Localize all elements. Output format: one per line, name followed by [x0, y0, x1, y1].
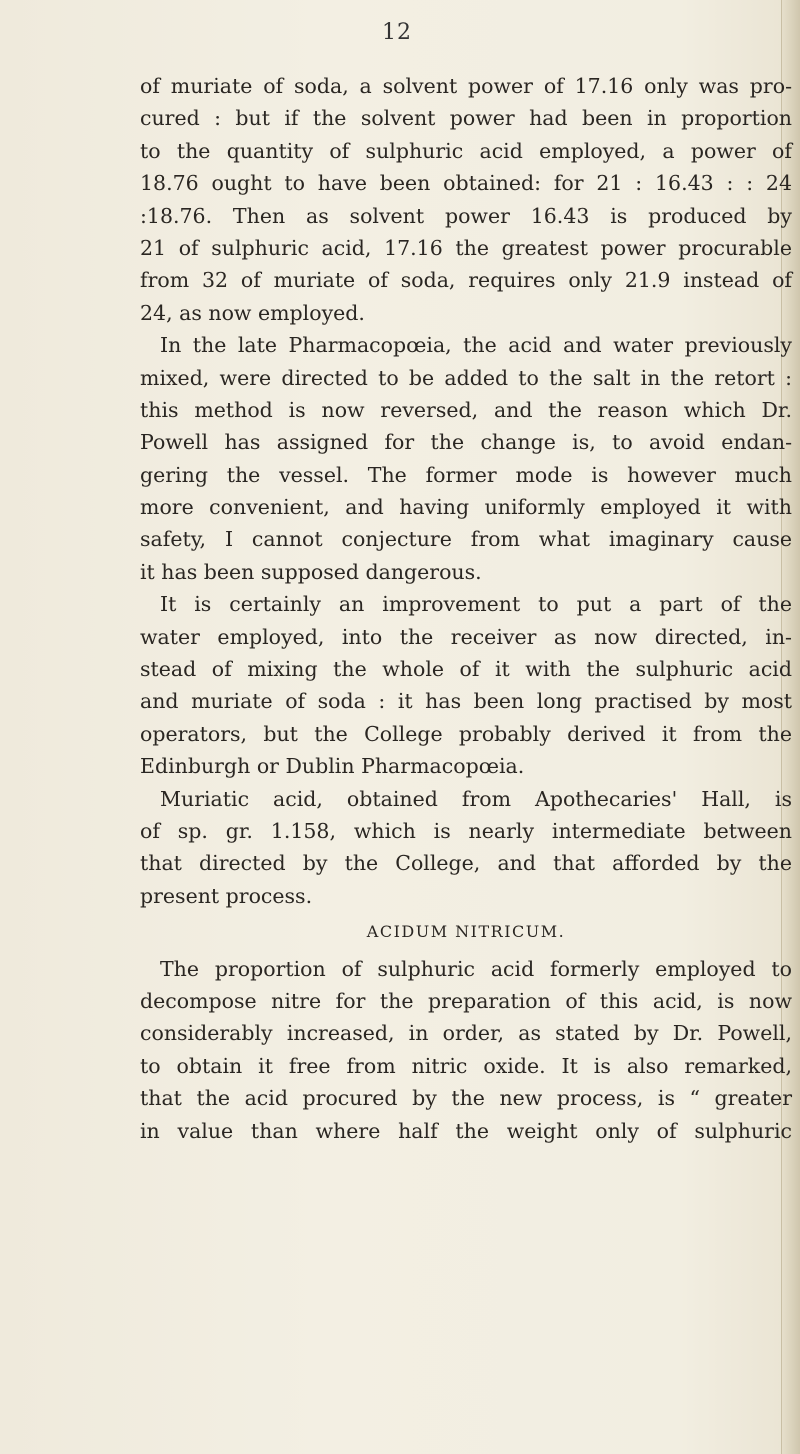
text-line: to the quantity of sulphuric acid employed, a power of	[140, 138, 792, 163]
text-line: from 32 of muriate of soda, requires only 21.9 instead of	[140, 268, 792, 293]
text-line: of muriate of soda, a solvent power of 17.16 only was pro-	[140, 74, 792, 98]
text-line: Powell has assigned for the change is, to avoid endan-	[140, 430, 792, 455]
text-line: safety, I cannot conjecture from what imaginary cause	[140, 527, 792, 552]
text-line: In the late Pharmacopœia, the acid and water previously	[160, 333, 792, 358]
text-line: in value than where half the weight only of sulphuric	[140, 1118, 792, 1143]
section-heading: ACIDUM NITRICUM.	[366, 922, 566, 942]
text-line: operators, but the College probably derived it from the	[140, 721, 792, 746]
text-line: considerably increased, in order, as stated by Dr. Powell,	[140, 1021, 792, 1046]
text-line: cured : but if the solvent power had been in proportion	[140, 106, 792, 131]
text-line: 24, as now employed.	[140, 300, 365, 325]
text-line: stead of mixing the whole of it with the sulphuric acid	[140, 657, 792, 682]
text-line: water employed, into the receiver as now directed, in-	[140, 624, 792, 649]
text-line: Muriatic acid, obtained from Apothecaries' Hall, is	[160, 786, 792, 811]
text-line: mixed, were directed to be added to the salt in the retort :	[140, 365, 792, 390]
text-line: of sp. gr. 1.158, which is nearly intermediate between	[140, 818, 792, 843]
text-line: decompose nitre for the preparation of this acid, is now	[140, 988, 792, 1013]
text-line: that the acid procured by the new process, is “ greater	[140, 1086, 792, 1111]
text-line: this method is now reversed, and the reason which Dr.	[140, 397, 792, 422]
text-line: present process.	[140, 883, 313, 908]
body-text	[140, 70, 792, 1147]
text-line: :18.76. Then as solvent power 16.43 is produced by	[140, 203, 792, 228]
text-line: more convenient, and having uniformly employed it with	[140, 495, 792, 520]
text-line: It is certainly an improvement to put a part of the	[160, 592, 792, 617]
text-line: 18.76 ought to have been obtained: for 21 : 16.43 : : 24	[140, 171, 792, 196]
text-line: 21 of sulphuric acid, 17.16 the greatest power procurable	[140, 235, 792, 260]
text-line: and muriate of soda : it has been long practised by most	[140, 689, 792, 714]
text-line: Edinburgh or Dublin Pharmacopœia.	[140, 754, 525, 779]
text-line: to obtain it free from nitric oxide. It is also remarked,	[140, 1053, 792, 1078]
page-number: 12	[382, 20, 412, 45]
text-line: it has been supposed dangerous.	[140, 559, 482, 584]
text-line: The proportion of sulphuric acid formerly employed to	[160, 956, 792, 981]
text-line: that directed by the College, and that afforded by the	[140, 851, 792, 876]
text-line: gering the vessel. The former mode is however much	[140, 462, 792, 487]
